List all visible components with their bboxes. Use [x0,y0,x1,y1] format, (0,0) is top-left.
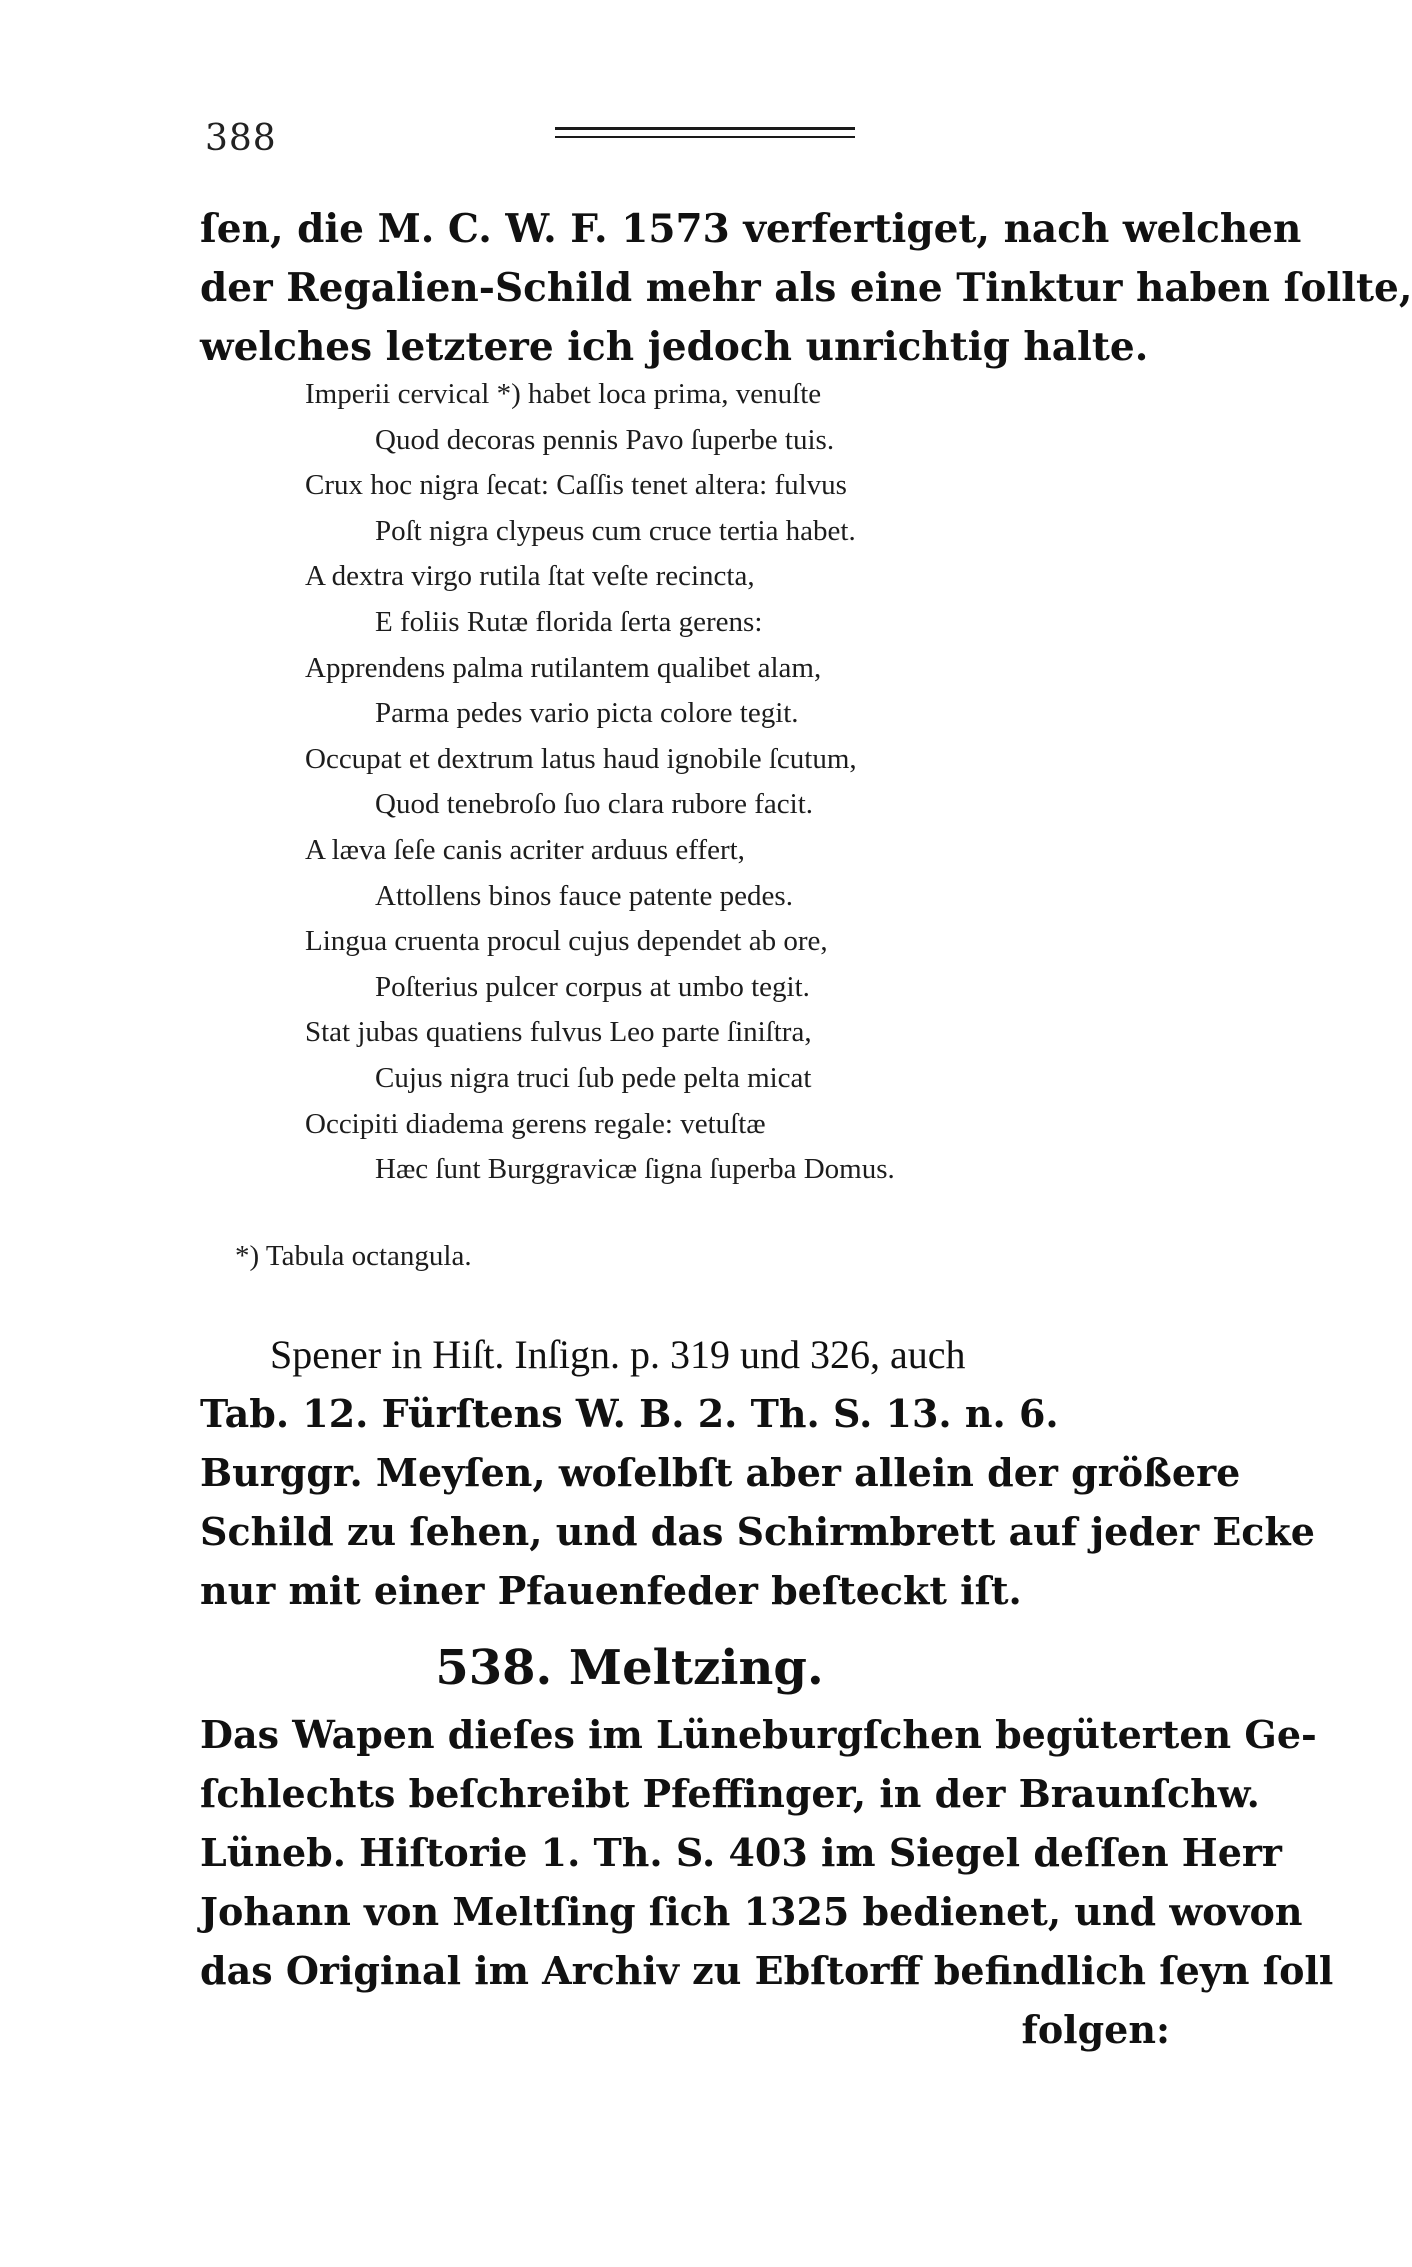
verse-line: Hæc ſunt Burggravicæ ſigna ſuperba Domus. [375,1153,895,1186]
verse-line: Poſt nigra clypeus cum cruce tertia habet. [375,514,856,547]
verse-line: Occipiti diadema gerens regale: vetuſtæ [305,1107,766,1140]
verse-line: Apprendens palma rutilantem qualibet alam, [305,651,822,684]
text-line: Johann von Meltſing ſich 1325 bedienet, und wovon [200,1889,1303,1934]
text-line: das Original im Archiv zu Ebſtorff befindlich ſeyn ſoll [200,1948,1334,1993]
verse-line: Attollens binos fauce patente pedes. [375,879,793,912]
text-line: Schild zu ſehen, und das Schirmbrett auf jeder Ecke [200,1509,1315,1554]
text-line: Das Wapen dieſes im Lüneburgſchen begüterten Ge- [200,1712,1317,1757]
paragraph-intro [200,200,1412,377]
page-number: 388 [205,118,277,159]
verse-line: A læva ſeſe canis acriter arduus effert, [305,833,745,866]
verse-line: Lingua cruenta procul cujus dependet ab ore, [305,925,828,958]
text-line: ſen, die M. C. W. F. 1573 verfertiget, nach welchen [200,206,1302,252]
verse-line: Quod decoras pennis Pavo ſuperbe tuis. [375,423,835,456]
text-line: Tab. 12. Fürſtens W. B. 2. Th. S. 13. n. 6. [200,1391,1059,1436]
verse-line: Occupat et dextrum latus haud ignobile ſcutum, [305,742,857,775]
verse-line: Imperii cervical *) habet loca prima, venuſte [305,378,822,410]
paragraph-meltzing [200,1705,1334,2059]
verse-line: Crux hoc nigra ſecat: Caſſis tenet altera: fulvus [305,469,847,502]
catchword: folgen: [1021,2007,1170,2052]
text-line: Lüneb. Hiſtorie 1. Th. S. 403 im Siegel deſſen Herr [200,1830,1282,1875]
text-line: Burggr. Meyſen, woſelbſt aber allein der größere [200,1450,1241,1495]
paragraph-spener [200,1325,1315,1620]
text-line: nur mit einer Pfauenfeder beſteckt iſt. [200,1568,1022,1613]
footnote: *) Tabula octangula. [235,1240,472,1272]
text-line: welches letztere ich jedoch unrichtig halte. [200,324,1149,370]
text-line: der Regalien-Schild mehr als eine Tinktur haben ſollte, [200,265,1412,311]
header-rule [555,127,855,138]
verse-line: A dextra virgo rutila ſtat veſte recincta, [305,560,755,593]
verse-line: E foliis Rutæ florida ſerta gerens: [375,605,763,638]
text-line: ſchlechts beſchreibt Pfeffinger, in der Braunſchw. [200,1771,1260,1816]
verse-line: Poſterius pulcer corpus at umbo tegit. [375,970,810,1003]
verse-line: Parma pedes vario picta colore tegit. [375,697,799,730]
verse-line: Cujus nigra truci ſub pede pelta micat [375,1061,812,1094]
latin-verse [305,372,1065,1193]
verse-line: Stat jubas quatiens fulvus Leo parte ſiniſtra, [305,1016,812,1049]
text-line: Spener in Hiſt. Inſign. p. 319 und 326, auch [270,1332,966,1377]
verse-line: Quod tenebroſo ſuo clara rubore facit. [375,788,814,821]
section-heading: 538. Meltzing. [435,1640,824,1696]
